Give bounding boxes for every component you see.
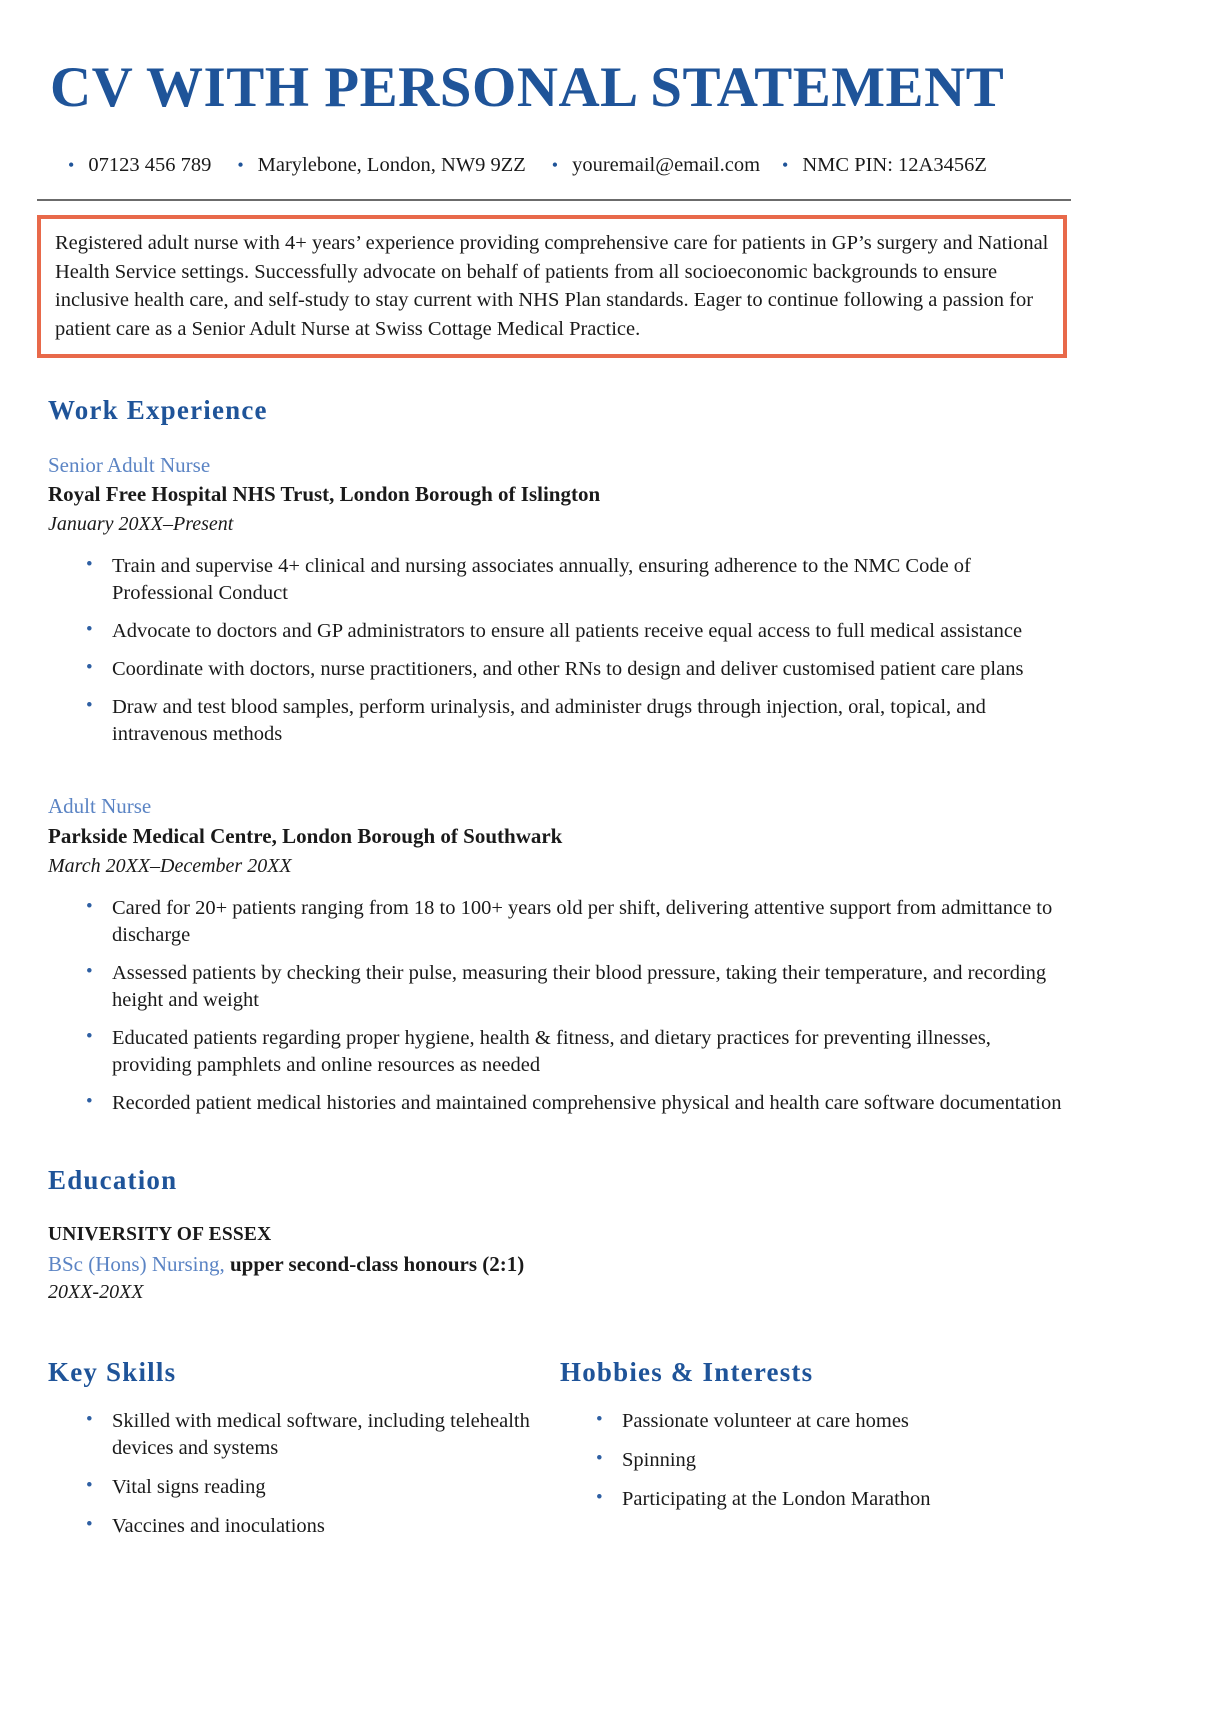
section-heading-key-skills: Key Skills [48, 1356, 177, 1387]
section-heading-hobbies: Hobbies & Interests [560, 1356, 814, 1387]
contact-bullet-icon: • [551, 154, 559, 175]
list-item: • Vital signs reading [48, 1474, 552, 1501]
section-heading-education: Education [48, 1165, 178, 1196]
key-skills-column [48, 1357, 560, 1552]
job-dates: March 20XX–December 20XX [48, 854, 292, 877]
contact-location: Marylebone, London, NW9 9ZZ [257, 153, 526, 176]
job-dates: January 20XX–Present [48, 513, 234, 536]
list-item: • Skilled with medical software, including telehealth devices and systems [48, 1408, 552, 1462]
education-school: UNIVERSITY OF ESSEX [48, 1224, 272, 1246]
contact-phone: 07123 456 789 [88, 153, 212, 176]
job-employer: Parkside Medical Centre, London Borough of Southwark [48, 823, 563, 848]
list-item: • Draw and test blood samples, perform urinalysis, and administer drugs through injection, oral, topical, and intravenous methods [48, 694, 1067, 748]
list-item: • Spinning [560, 1447, 1062, 1474]
education-degree [48, 1250, 1184, 1278]
list-item: • Vaccines and inoculations [48, 1513, 552, 1540]
contact-bullet-icon: • [68, 154, 75, 175]
contact-line [36, 154, 1184, 177]
education-degree-name: BSc (Hons) Nursing, [48, 1251, 225, 1276]
hobbies-column [560, 1357, 1072, 1552]
job-responsibilities-list [48, 553, 1184, 748]
header-divider [37, 199, 1071, 201]
list-item: • Coordinate with doctors, nurse practitioners, and other RNs to design and deliver customised patient care plans [48, 656, 1067, 683]
education-degree-honours: upper second-class honours (2:1) [230, 1251, 525, 1276]
hobbies-list [560, 1408, 1072, 1513]
list-item: • Recorded patient medical histories and maintained comprehensive physical and health care software documentation [48, 1090, 1067, 1117]
job-entry [36, 452, 1184, 749]
contact-email: youremail@email.com [572, 153, 761, 176]
contact-bullet-icon: • [782, 154, 789, 175]
contact-bullet-icon: • [237, 154, 244, 175]
list-item: • Train and supervise 4+ clinical and nursing associates annually, ensuring adherence to the NMC Code of Professional Conduct [48, 553, 1067, 607]
education-entry [36, 1222, 1184, 1305]
key-skills-list [48, 1408, 560, 1540]
job-title: Adult Nurse [48, 794, 152, 819]
list-item: • Assessed patients by checking their pulse, measuring their blood pressure, taking their temperature, and recording height and weight [48, 960, 1067, 1014]
list-item: • Educated patients regarding proper hygiene, health & fitness, and dietary practices for preventing illnesses, providing pamphlets and online resources as needed [48, 1025, 1067, 1079]
page-title: CV WITH PERSONAL STATEMENT [50, 56, 1005, 119]
list-item: • Advocate to doctors and GP administrators to ensure all patients receive equal access to full medical assistance [48, 618, 1067, 645]
bottom-columns [36, 1357, 1184, 1552]
job-responsibilities-list [48, 895, 1184, 1117]
list-item: • Participating at the London Marathon [560, 1486, 1062, 1513]
job-title: Senior Adult Nurse [48, 452, 211, 477]
job-employer: Royal Free Hospital NHS Trust, London Borough of Islington [48, 481, 601, 506]
list-item: • Cared for 20+ patients ranging from 18 to 100+ years old per shift, delivering attentive support from admittance to discharge [48, 895, 1067, 949]
section-heading-work-experience: Work Experience [48, 394, 268, 425]
job-entry [36, 793, 1184, 1117]
contact-registration: NMC PIN: 12A3456Z [802, 153, 987, 176]
personal-statement-box [37, 215, 1067, 358]
personal-statement-text: Registered adult nurse with 4+ years’ experience providing comprehensive care for patients in GP’s surgery and National Health Service settings. Successfully advocate on behalf of patients from all socioeconomic backgrounds to ensure inclusive health care, and self-study to stay current with NHS Plan standards. Eager to continue following a passion for patient care as a Senior Adult Nurse at Swiss Cottage Medical Practice. [55, 231, 1049, 340]
list-item: • Passionate volunteer at care homes [560, 1408, 1062, 1435]
education-dates: 20XX-20XX [48, 1280, 144, 1303]
